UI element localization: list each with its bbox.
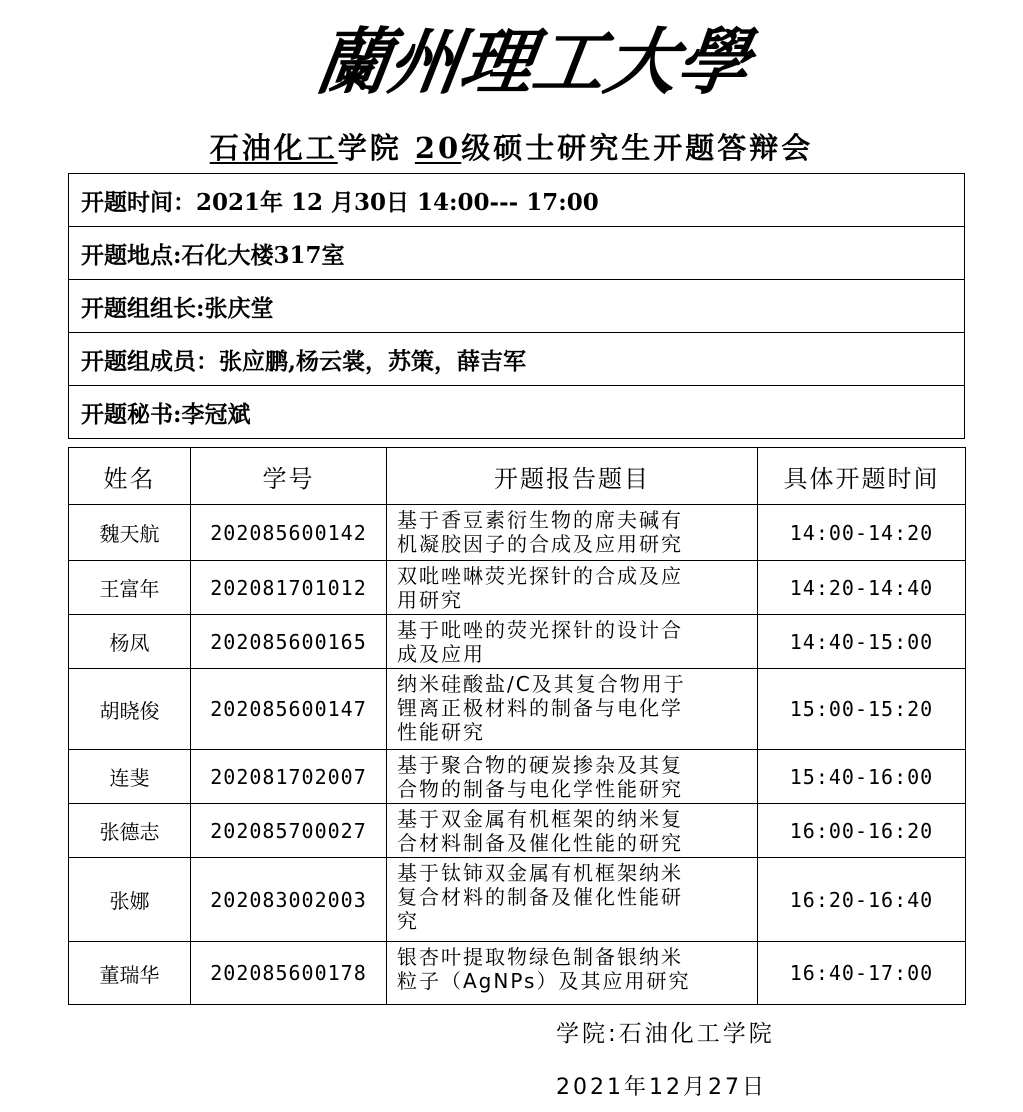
table-row bbox=[69, 561, 966, 615]
table-row bbox=[69, 942, 966, 1005]
info-members: 开题组成员：张应鹏,杨云裳，苏策，薛吉军 bbox=[69, 333, 965, 386]
info-time: 开题时间：2021年 12 月30日 14:00--- 17:00 bbox=[69, 174, 965, 227]
defense-time: 16:40-17:00 bbox=[758, 942, 966, 1005]
logo-glyph: 蘭 bbox=[311, 19, 396, 104]
topic-lines bbox=[397, 615, 757, 666]
defense-time: 16:00-16:20 bbox=[758, 804, 966, 858]
table-row bbox=[69, 505, 966, 561]
student-name: 连斐 bbox=[69, 750, 191, 804]
topic-line: 双吡唑啉荧光探针的合成及应 bbox=[397, 564, 683, 588]
topic-line: 锂离正极材料的制备与电化学 bbox=[397, 696, 683, 720]
schedule-table bbox=[68, 447, 966, 1005]
info-row bbox=[69, 333, 965, 386]
student-name: 王富年 bbox=[69, 561, 191, 615]
defense-time: 16:20-16:40 bbox=[758, 858, 966, 942]
table-row bbox=[69, 669, 966, 750]
info-secretary: 开题秘书:李冠斌 bbox=[69, 386, 965, 439]
info-table bbox=[68, 173, 965, 439]
defense-time: 15:40-16:00 bbox=[758, 750, 966, 804]
logo-glyph: 大 bbox=[599, 19, 684, 104]
info-leader: 开题组组长:张庆堂 bbox=[69, 280, 965, 333]
student-id: 202085600165 bbox=[191, 615, 387, 669]
student-name: 张娜 bbox=[69, 858, 191, 942]
topic-line: 性能研究 bbox=[397, 720, 485, 744]
info-row bbox=[69, 227, 965, 280]
topic-line: 成及应用 bbox=[397, 642, 485, 666]
topic-lines bbox=[397, 750, 757, 801]
info-row bbox=[69, 386, 965, 439]
topic-line: 合物的制备与电化学性能研究 bbox=[397, 777, 683, 801]
topic-line: 纳米硅酸盐/C及其复合物用于 bbox=[397, 672, 686, 696]
university-logo bbox=[311, 10, 756, 104]
page-title bbox=[0, 126, 1023, 167]
report-topic bbox=[387, 505, 758, 561]
report-topic bbox=[387, 561, 758, 615]
report-topic bbox=[387, 615, 758, 669]
logo-calligraphy bbox=[311, 10, 756, 104]
header-name: 姓名 bbox=[69, 448, 191, 505]
student-name: 魏天航 bbox=[69, 505, 191, 561]
topic-lines bbox=[397, 505, 757, 556]
logo-glyph: 州 bbox=[383, 19, 468, 104]
report-topic bbox=[387, 942, 758, 1005]
footer-college: 学院:石油化工学院 bbox=[556, 1021, 775, 1047]
topic-lines bbox=[397, 669, 757, 744]
logo-glyph: 學 bbox=[671, 19, 756, 104]
topic-line: 基于吡唑的荧光探针的设计合 bbox=[397, 618, 683, 642]
title-grade: 20 bbox=[414, 131, 462, 165]
student-id: 202085600142 bbox=[191, 505, 387, 561]
logo-glyph: 工 bbox=[527, 19, 612, 104]
report-topic bbox=[387, 669, 758, 750]
student-name: 胡晓俊 bbox=[69, 669, 191, 750]
title-college: 石油化工 bbox=[209, 131, 338, 165]
topic-line: 基于聚合物的硬炭掺杂及其复 bbox=[397, 753, 683, 777]
title-rest: 级硕士研究生开题答辩会 bbox=[461, 131, 814, 165]
topic-line: 基于香豆素衍生物的席夫碱有 bbox=[397, 508, 683, 532]
info-place: 开题地点:石化大楼317室 bbox=[69, 227, 965, 280]
topic-line: 基于钛铈双金属有机框架纳米 bbox=[397, 861, 683, 885]
report-topic bbox=[387, 858, 758, 942]
footer-date: 2021年12月27日 bbox=[556, 1075, 767, 1100]
student-id: 202081702007 bbox=[191, 750, 387, 804]
student-name: 张德志 bbox=[69, 804, 191, 858]
table-row bbox=[69, 858, 966, 942]
student-name: 董瑞华 bbox=[69, 942, 191, 1005]
topic-line: 合材料制备及催化性能的研究 bbox=[397, 831, 683, 855]
student-name: 杨凤 bbox=[69, 615, 191, 669]
defense-time: 14:20-14:40 bbox=[758, 561, 966, 615]
student-id: 202085700027 bbox=[191, 804, 387, 858]
table-body bbox=[69, 505, 966, 1005]
header-topic: 开题报告题目 bbox=[387, 448, 758, 505]
defense-time: 14:00-14:20 bbox=[758, 505, 966, 561]
report-topic bbox=[387, 750, 758, 804]
report-topic bbox=[387, 804, 758, 858]
header-time: 具体开题时间 bbox=[758, 448, 966, 505]
topic-lines bbox=[397, 561, 757, 612]
topic-line: 银杏叶提取物绿色制备银纳米 bbox=[397, 945, 683, 969]
defense-time: 15:00-15:20 bbox=[758, 669, 966, 750]
defense-time: 14:40-15:00 bbox=[758, 615, 966, 669]
table-row bbox=[69, 804, 966, 858]
table-row bbox=[69, 615, 966, 669]
table-row bbox=[69, 750, 966, 804]
logo-glyph: 理 bbox=[455, 19, 540, 104]
topic-lines bbox=[397, 804, 757, 855]
topic-line: 究 bbox=[397, 909, 419, 933]
title-mid: 学院 bbox=[337, 131, 402, 165]
info-row bbox=[69, 174, 965, 227]
topic-lines bbox=[397, 942, 757, 993]
topic-line: 粒子（AgNPs）及其应用研究 bbox=[397, 969, 691, 993]
topic-line: 机凝胶因子的合成及应用研究 bbox=[397, 532, 683, 556]
student-id: 202085600178 bbox=[191, 942, 387, 1005]
table-header-row bbox=[69, 448, 966, 505]
topic-line: 复合材料的制备及催化性能研 bbox=[397, 885, 683, 909]
student-id: 202083002003 bbox=[191, 858, 387, 942]
topic-line: 用研究 bbox=[397, 588, 463, 612]
student-id: 202085600147 bbox=[191, 669, 387, 750]
student-id: 202081701012 bbox=[191, 561, 387, 615]
topic-line: 基于双金属有机框架的纳米复 bbox=[397, 807, 683, 831]
info-row bbox=[69, 280, 965, 333]
header-id: 学号 bbox=[191, 448, 387, 505]
topic-lines bbox=[397, 858, 757, 933]
